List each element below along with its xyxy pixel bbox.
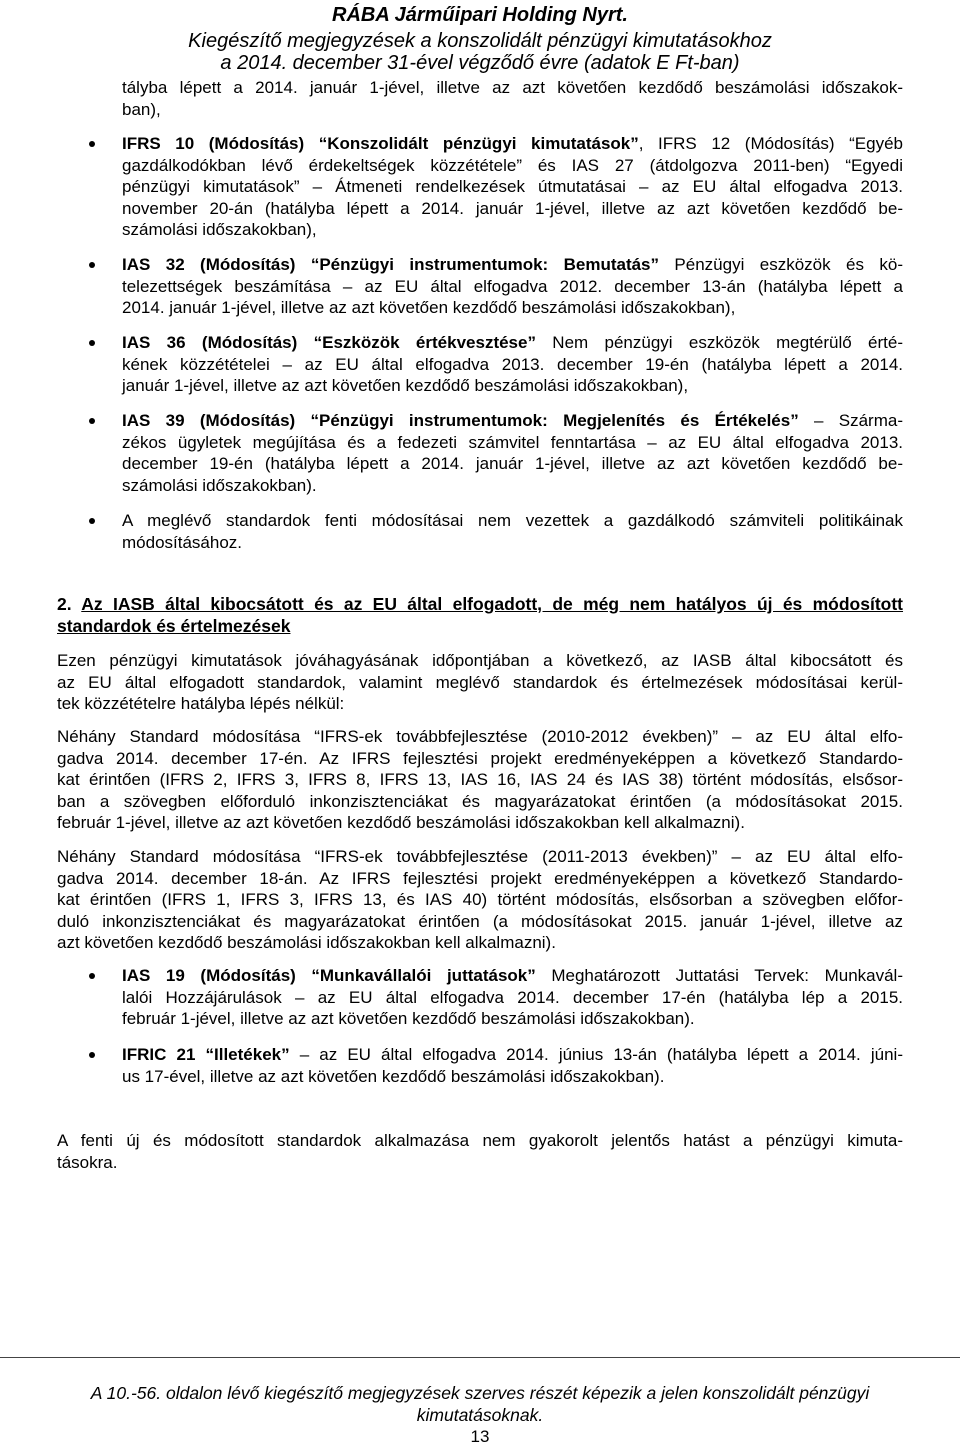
text-line [57,726,903,748]
text-segment: duló inkonzisztenciákat és magyarázatokat érintően (a módosításokat 2015. január 1-jével, illetve az [57,911,903,931]
text-segment: gadva 2014. december 17-én. Az IFRS fejlesztési projekt eredményeképpen a következő Standardo- [57,748,903,768]
page-number: 13 [470,1427,490,1446]
notes-title: Kiegészítő megjegyzések a konszolidált pénzügyi kimutatásokhoz [188,30,772,52]
bullet-no-policy-change [122,510,903,553]
bold-text: 2. [57,594,82,614]
bullet-ias-36 [122,332,903,397]
text-line [57,748,903,770]
text-line [57,868,903,890]
bullet-icon [89,973,95,979]
company-name: RÁBA Járműipari Holding Nyrt. [332,4,628,26]
text-segment: Pénzügyi eszközök és kö- [659,255,903,274]
text-segment: lalói Hozzájárulások – az EU által elfogadva 2014. december 17-én (hatályba lép a 2015. [122,987,903,1007]
bullet-icon [89,262,95,268]
text-line [57,1130,903,1152]
text-segment: A fenti új és módosított standardok alkalmazása nem gyakorolt jelentős hatást a pénzügyi kimuta- [57,1131,903,1150]
text-line [122,297,903,319]
text-line [122,475,903,497]
text-line [122,77,903,99]
text-segment: módosításához. [122,532,243,552]
text-segment: kat érintően (IFRS 2, IFRS 3, IFRS 8, IFRS 13, IAS 16, IAS 24 és IAS 38) történt módosítás, elsősor- [57,770,903,789]
text-line [122,1044,903,1066]
text-line [122,987,903,1009]
text-segment: gazdálkodókban lévő érdekeltségek közzététele” és IAS 27 (átdolgozva 2011-ben) “Egyedi [122,155,903,175]
text-line [57,769,903,791]
text-line [122,354,903,376]
paragraph-intro [57,650,903,715]
text-line [122,99,903,121]
text-line [122,219,903,241]
bullet-icon [89,141,95,147]
text-segment: telezettségek beszámítása – az EU által elfogadva 2012. december 13-án (hatályba lépett a [122,276,903,296]
paragraph-improvements-2011-2013 [57,846,903,954]
bullet-icon [89,418,95,424]
text-segment: – az EU által elfogadva 2014. június 13-án (hatályba lépett a 2014. júni- [289,1045,903,1064]
bullet-ifric-21 [122,1044,903,1087]
text-line [122,375,903,397]
text-segment: tályba lépett a 2014. január 1-jével, illetve az azt követően kezdődő beszámolási időszakok- [122,78,903,97]
text-segment: február 1-jével, illetve az azt követően kezdődő beszámolási időszakokban kell alkalmazni). [57,813,745,832]
text-line [57,672,903,694]
paragraph-improvements-2010-2012 [57,726,903,834]
text-segment: A meglévő standardok fenti módosításai nem vezettek a gazdálkodó számviteli politikáinak [122,511,903,530]
text-segment: tek közzétételre hatályba lépés nélkül: [57,694,345,713]
bullet-ias-19 [122,965,903,1030]
text-segment: február 1-jével, illetve az azt követően kezdődő beszámolási időszakokban). [122,1009,695,1028]
text-line [57,846,903,868]
text-line [122,332,903,354]
continued-list-text [122,77,903,120]
text-segment: pénzügyi kimutatások” – Átmeneti rendelkezések útmutatásai – az EU által elfogadva 2013. [122,177,903,196]
text-line [57,1152,903,1174]
text-segment: ban), [122,99,161,119]
text-segment: Meghatározott Juttatási Tervek: Munkavál- [535,966,903,985]
bold-text: IAS 19 (Módosítás) “Munkavállalói juttatások” [122,966,536,985]
text-line [122,410,903,432]
bold-text: IAS 36 (Módosítás) “Eszközök értékvesztése” [122,333,536,352]
text-segment: számolási időszakokban), [122,220,317,239]
text-line [122,155,903,177]
bold-text: IAS 32 (Módosítás) “Pénzügyi instrumentumok: Bemutatás” [122,255,660,274]
text-line [57,812,903,834]
bullet-ifrs-10-ifrs-12-ias-27 [122,133,903,241]
text-segment: ban a szövegben előforduló inkonzisztenciákat és magyarázatokat érintően (a módosításokat 2015. [57,791,903,811]
bullet-icon [89,340,95,346]
bullet-ias-39 [122,410,903,496]
text-line [122,133,903,155]
text-line [57,650,903,672]
text-segment: 2014. január 1-jével, illetve az azt követően kezdődő beszámolási időszakokban), [122,298,736,317]
text-segment: us 17-ével, illetve az azt követően kezdődő beszámolási időszakokban). [122,1066,665,1086]
footer-divider [0,1357,960,1358]
underlined-text: Az IASB által kibocsátott és az EU által elfogadott, de még nem hatályos új és módosított [81,594,904,614]
text-segment: december 19-én (hatályba lépett a 2014. január 1-jével, illetve az azt követően kezdődő be- [122,454,903,473]
bullet-icon [89,518,95,524]
bold-text: IFRIC 21 “Illetékek” [122,1045,290,1064]
text-segment: január 1-jével, illetve az azt követően kezdődő beszámolási időszakokban), [122,376,689,395]
text-segment: Néhány Standard módosítása “IFRS-ek továbbfejlesztése (2011-2013 években)” – az EU által elfo- [57,847,903,866]
text-line [122,510,903,532]
text-segment: Ezen pénzügyi kimutatások jóváhagyásának időpontjában a következő, az IASB által kibocsátott és [57,651,903,670]
text-segment: számolási időszakokban). [122,475,317,495]
section-2-heading [57,594,903,637]
text-line [122,965,903,987]
text-line [122,198,903,220]
footer-note-line: kimutatásoknak. [416,1405,544,1425]
text-line [122,276,903,298]
bold-text: IAS 39 (Módosítás) “Pénzügyi instrumentumok: Megjelenítés és Értékelés” [122,411,799,430]
text-segment: zékos ügyletek megújítása és a fedezeti számvitel fenntartása – az EU által elfogadva 2013. [122,432,903,452]
text-line [122,254,903,276]
underlined-text: standardok és értelmezések [57,615,291,636]
text-line [57,693,903,715]
footer-note-line: A 10.-56. oldalon lévő kiegészítő megjegyzések szerves részét képezik a jelen konszolidált pénzügyi [90,1383,870,1403]
text-line [122,1066,903,1088]
text-segment: tásokra. [57,1152,118,1172]
bold-text: IFRS 10 (Módosítás) “Konszolidált pénzügyi kimutatások” [122,134,639,153]
bullet-ias-32 [122,254,903,319]
text-line [122,176,903,198]
text-line [57,594,903,616]
text-segment: – Szárma- [798,411,903,430]
text-line [122,532,903,554]
reporting-period: a 2014. december 31-ével végződő évre (adatok E Ft-ban) [220,52,740,74]
text-line [57,616,903,638]
text-segment: azt követően kezdődő beszámolási időszakokban kell alkalmazni). [57,933,556,952]
text-segment: kének közzétételei – az EU által elfogadva 2013. december 19-én (hatályba lépett a 2014. [122,354,903,374]
text-line [122,1008,903,1030]
text-line [57,911,903,933]
bullet-icon [89,1052,95,1058]
text-segment: kat érintően (IFRS 1, IFRS 3, IFRS 13, és IAS 40) történt módosítás, elsősorban a szövegben előfor- [57,890,903,909]
text-segment: Nem pénzügyi eszközök megtérülő érté- [535,333,903,352]
text-line [122,432,903,454]
paragraph-conclusion [57,1130,903,1173]
text-segment: november 20-án (hatályba lépett a 2014. január 1-jével, illetve az azt követően kezdődő be- [122,198,903,218]
text-segment: Néhány Standard módosítása “IFRS-ek továbbfejlesztése (2010-2012 években)” – az EU által elfo- [57,727,903,746]
text-line [57,932,903,954]
text-line [57,791,903,813]
text-segment: gadva 2014. december 18-án. Az IFRS fejlesztési projekt eredményeképpen a következő Standardo- [57,868,903,888]
text-segment: , IFRS 12 (Módosítás) “Egyéb [638,134,903,153]
text-line [57,889,903,911]
text-segment: az EU által elfogadott standardok, valamint meglévő standardok és értelmezések módosításai kerül- [57,672,903,692]
text-line [122,453,903,475]
